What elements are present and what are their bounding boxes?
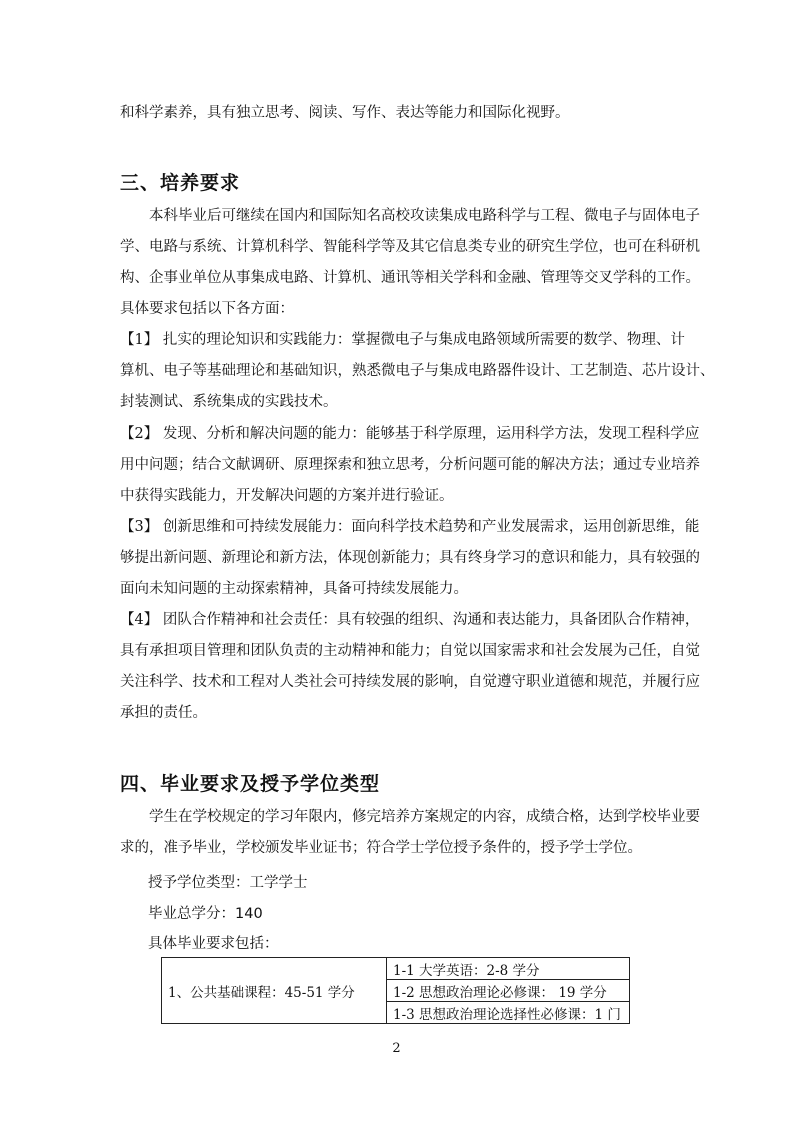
- text-line: 关注科学、技术和工程对人类社会可持续发展的影响，自觉遵守职业道德和规范，并履行应: [120, 674, 700, 690]
- requirement-item-4: [120, 605, 700, 729]
- text-line: 和科学素养，具有独立思考、阅读、写作、表达等能力和国际化视野。: [120, 105, 570, 121]
- text-line: 构、企事业单位从事集成电路、计算机、通讯等相关学科和金融、管理等交叉学科的工作。: [120, 270, 700, 286]
- requirements-table: [161, 957, 630, 1024]
- section-heading-4: 四、毕业要求及授予学位类型: [120, 773, 381, 795]
- text-line: 具体要求包括以下各方面：: [120, 301, 294, 317]
- requirement-item-1: [120, 325, 715, 418]
- table-cell: 1-1 大学英语：2-8 学分: [387, 958, 630, 980]
- text-line: 【2】 发现、分析和解决问题的能力：能够基于科学原理，运用科学方法，发现工程科学应: [120, 426, 700, 442]
- text-line: 具有承担项目管理和团队负责的主动精神和能力；自觉以国家需求和社会发展为己任，自觉: [120, 643, 700, 659]
- text-line: 承担的责任。: [120, 705, 207, 721]
- text-line: 求的，准予毕业，学校颁发毕业证书；符合学士学位授予条件的，授予学士学位。: [120, 840, 642, 856]
- table-cell: 1-2 思想政治理论必修课： 19 学分: [387, 980, 630, 1002]
- requirement-item-2: [120, 419, 700, 512]
- text-line: 算机、电子等基础理论和基础知识，熟悉微电子与集成电路器件设计、工艺制造、芯片设计、: [120, 363, 715, 379]
- text-line: 中获得实践能力，开发解决问题的方案并进行验证。: [120, 488, 454, 504]
- text-line: 面向未知问题的主动探索精神，具备可持续发展能力。: [120, 581, 468, 597]
- table-cell: 1-3 思想政治理论选择性必修课：1 门: [387, 1002, 630, 1024]
- requirement-item-3: [120, 512, 700, 605]
- section-heading-3: 三、培养要求: [120, 172, 241, 194]
- intro-tail-paragraph: [120, 98, 676, 129]
- text-line: 学、电路与系统、计算机科学、智能科学等及其它信息类专业的研究生学位，也可在科研机: [120, 239, 700, 255]
- text-line: 用中问题；结合文献调研、原理探索和独立思考，分析问题可能的解决方法；通过专业培养: [120, 457, 700, 473]
- section3-intro-paragraph: [120, 201, 700, 325]
- total-credits-value: 140: [235, 906, 263, 922]
- degree-type: 授予学位类型：工学学士: [148, 875, 308, 891]
- text-line: 本科毕业后可继续在国内和国际知名高校攻读集成电路科学与工程、微电子与固体电子: [149, 208, 700, 224]
- text-line: 【1】 扎实的理论知识和实践能力：掌握微电子与集成电路领域所需要的数学、物理、计: [120, 332, 685, 348]
- text-line: 封装测试、系统集成的实践技术。: [120, 394, 338, 410]
- text-line: 学生在学校规定的学习年限内，修完培养方案规定的内容，成绩合格，达到学校毕业要: [149, 809, 700, 825]
- text-line: 【4】 团队合作精神和社会责任：具有较强的组织、沟通和表达能力，具备团队合作精神，: [120, 612, 700, 628]
- total-credits-line: [148, 904, 263, 924]
- page-number: 2: [392, 1041, 401, 1056]
- table-group-cell: 1、公共基础课程：45-51 学分: [162, 958, 387, 1024]
- specific-requirements-label: 具体毕业要求包括：: [148, 936, 279, 952]
- text-line: 【3】 创新思维和可持续发展能力：面向科学技术趋势和产业发展需求，运用创新思维，能: [120, 519, 700, 535]
- table-row: [162, 958, 630, 980]
- text-line: 够提出新问题、新理论和新方法，体现创新能力；具有终身学习的意识和能力，具有较强的: [120, 550, 700, 566]
- total-credits-label: 毕业总学分：: [148, 906, 235, 922]
- section4-paragraph: [120, 802, 700, 864]
